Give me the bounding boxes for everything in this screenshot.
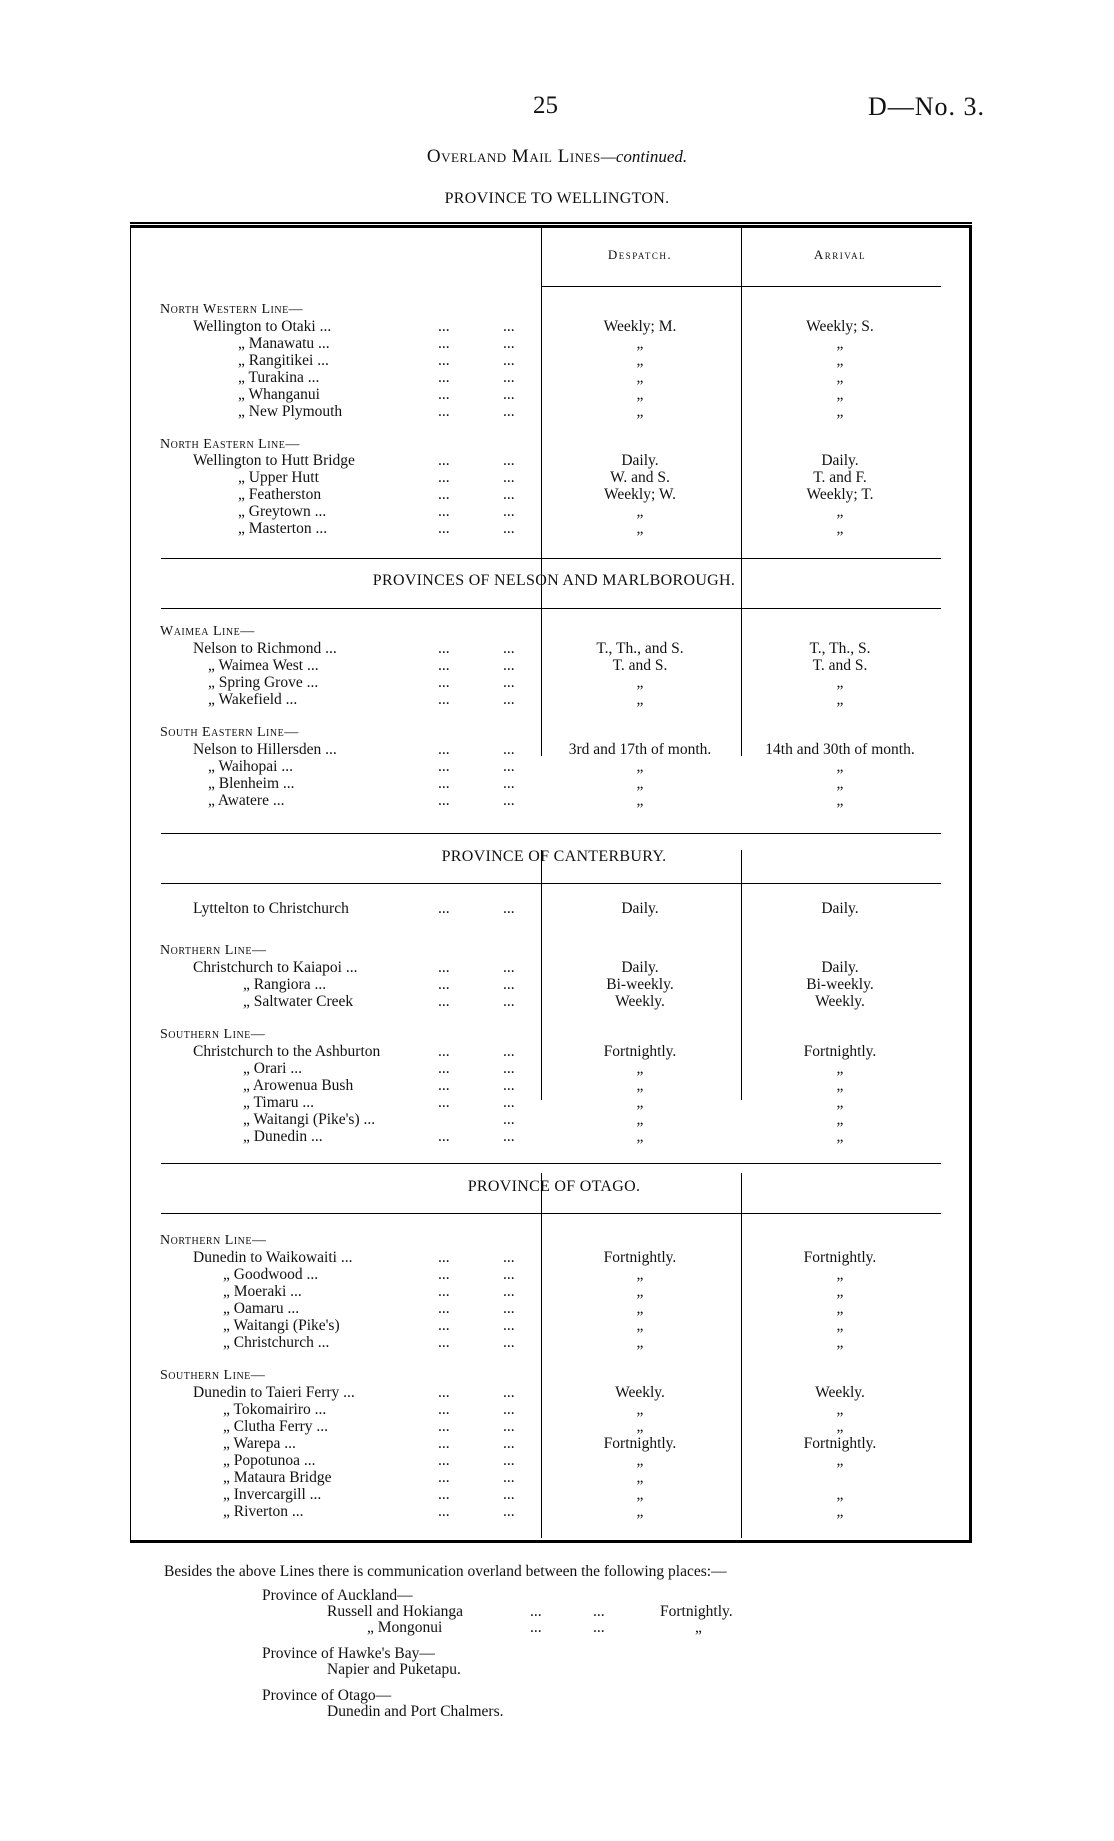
arrival-cell: Daily. bbox=[821, 452, 859, 469]
footer-place: Russell and Hokianga bbox=[327, 1603, 464, 1620]
section-rule bbox=[161, 883, 941, 884]
arrival-header-rule bbox=[741, 286, 941, 287]
despatch-cell: W. and S. bbox=[610, 469, 670, 486]
line-title: Waimea Line— bbox=[160, 624, 255, 639]
leader-dots: ... bbox=[503, 1094, 515, 1111]
table-row bbox=[0, 1060, 968, 1078]
arrival-cell: „ bbox=[836, 1094, 844, 1111]
place-cell: „ Oamaru ... bbox=[223, 1300, 300, 1317]
document-id: D—No. 3. bbox=[868, 92, 986, 121]
despatch-cell: „ bbox=[636, 691, 644, 708]
table-row bbox=[0, 352, 968, 370]
footer-province: Province of Auckland— bbox=[262, 1587, 413, 1604]
despatch-cell: „ bbox=[636, 758, 644, 775]
arrival-cell: „ bbox=[836, 792, 844, 809]
arrival-cell: „ bbox=[836, 1401, 844, 1418]
leader-dots: ... bbox=[438, 1249, 450, 1266]
table-row bbox=[0, 993, 968, 1011]
place-cell: „ Waitangi (Pike's) bbox=[223, 1317, 340, 1334]
leader-dots: ... bbox=[438, 976, 450, 993]
leader-dots: ... bbox=[438, 469, 450, 486]
table-row bbox=[0, 1435, 968, 1453]
leader-dots: ... bbox=[438, 1503, 450, 1520]
leader-dots: ... bbox=[593, 1603, 605, 1620]
despatch-cell: „ bbox=[636, 1401, 644, 1418]
section-title: PROVINCES OF NELSON AND MARLBOROUGH. bbox=[372, 572, 736, 589]
leader-dots: ... bbox=[503, 369, 515, 386]
leader-dots: ... bbox=[503, 775, 515, 792]
leader-dots: ... bbox=[503, 1503, 515, 1520]
arrival-cell: Bi-weekly. bbox=[806, 976, 874, 993]
table-row bbox=[0, 674, 968, 692]
despatch-cell: Fortnightly. bbox=[603, 1043, 677, 1060]
place-cell: Wellington to Hutt Bridge bbox=[193, 452, 355, 469]
leader-dots: ... bbox=[503, 959, 515, 976]
place-cell: „ Spring Grove ... bbox=[208, 674, 319, 691]
despatch-cell: Fortnightly. bbox=[603, 1249, 677, 1266]
despatch-cell: Weekly. bbox=[615, 1384, 665, 1401]
despatch-header-rule bbox=[541, 286, 741, 287]
arrival-cell: „ bbox=[836, 335, 844, 352]
section-rule bbox=[161, 558, 941, 559]
table-row bbox=[0, 386, 968, 404]
arrival-cell: „ bbox=[836, 386, 844, 403]
leader-dots: ... bbox=[503, 1384, 515, 1401]
leader-dots: ... bbox=[503, 1418, 515, 1435]
leader-dots: ... bbox=[438, 657, 450, 674]
despatch-cell: „ bbox=[636, 792, 644, 809]
leader-dots: ... bbox=[503, 741, 515, 758]
arrival-cell: „ bbox=[836, 1486, 844, 1503]
leader-dots: ... bbox=[438, 1094, 450, 1111]
place-cell: „ Turakina ... bbox=[238, 369, 320, 386]
table-row bbox=[0, 1418, 968, 1436]
despatch-cell: „ bbox=[636, 1128, 644, 1145]
footer-province: Province of Otago— bbox=[262, 1687, 392, 1704]
leader-dots: ... bbox=[438, 775, 450, 792]
leader-dots: ... bbox=[530, 1619, 542, 1636]
despatch-cell: „ bbox=[636, 1418, 644, 1435]
despatch-cell: „ bbox=[636, 1077, 644, 1094]
place-cell: „ Waihopai ... bbox=[208, 758, 293, 775]
leader-dots: ... bbox=[438, 959, 450, 976]
title-continued: —continued. bbox=[600, 147, 688, 166]
place-cell: Lyttelton to Christchurch bbox=[193, 900, 349, 917]
table-row bbox=[0, 1043, 968, 1061]
arrival-cell: T. and S. bbox=[812, 657, 868, 674]
leader-dots: ... bbox=[503, 900, 515, 917]
leader-dots: ... bbox=[503, 792, 515, 809]
table-row bbox=[0, 959, 968, 977]
leader-dots: ... bbox=[503, 1334, 515, 1351]
table-row bbox=[0, 469, 968, 487]
despatch-cell: Daily. bbox=[621, 959, 659, 976]
leader-dots: ... bbox=[503, 1401, 515, 1418]
leader-dots: ... bbox=[503, 976, 515, 993]
arrival-cell: „ bbox=[836, 1111, 844, 1128]
leader-dots: ... bbox=[438, 1334, 450, 1351]
table-row bbox=[0, 775, 968, 793]
leader-dots: ... bbox=[438, 993, 450, 1010]
arrival-cell: Daily. bbox=[821, 959, 859, 976]
leader-dots: ... bbox=[438, 674, 450, 691]
place-cell: „ Masterton ... bbox=[238, 520, 328, 537]
leader-dots: ... bbox=[503, 1060, 515, 1077]
table-row bbox=[0, 1300, 968, 1318]
place-cell: „ Clutha Ferry ... bbox=[223, 1418, 329, 1435]
table-row bbox=[0, 1128, 968, 1146]
arrival-cell: Fortnightly. bbox=[803, 1249, 877, 1266]
line-title: Southern Line— bbox=[160, 1027, 266, 1042]
section-rule bbox=[161, 1163, 941, 1164]
line-title: North Eastern Line— bbox=[160, 437, 300, 452]
despatch-cell: „ bbox=[636, 674, 644, 691]
footer-province: Province of Hawke's Bay— bbox=[262, 1645, 435, 1662]
table-row bbox=[0, 318, 968, 336]
leader-dots: ... bbox=[593, 1619, 605, 1636]
leader-dots: ... bbox=[438, 1384, 450, 1401]
leader-dots: ... bbox=[503, 1435, 515, 1452]
despatch-cell: 3rd and 17th of month. bbox=[568, 741, 712, 758]
leader-dots: ... bbox=[438, 1060, 450, 1077]
place-cell: „ Christchurch ... bbox=[223, 1334, 330, 1351]
leader-dots: ... bbox=[438, 640, 450, 657]
leader-dots: ... bbox=[438, 792, 450, 809]
place-cell: „ Waimea West ... bbox=[208, 657, 319, 674]
arrival-cell: T., Th., S. bbox=[809, 640, 871, 657]
place-cell: „ Manawatu ... bbox=[238, 335, 330, 352]
despatch-cell: „ bbox=[636, 1283, 644, 1300]
despatch-cell: T. and S. bbox=[612, 657, 668, 674]
place-cell: „ Rangiora ... bbox=[243, 976, 327, 993]
leader-dots: ... bbox=[503, 1128, 515, 1145]
leader-dots: ... bbox=[503, 758, 515, 775]
despatch-cell: „ bbox=[636, 1111, 644, 1128]
table-row bbox=[0, 691, 968, 709]
despatch-cell: Weekly; W. bbox=[604, 486, 676, 503]
place-cell: „ Upper Hutt bbox=[238, 469, 319, 486]
place-cell: „ New Plymouth bbox=[238, 403, 343, 420]
arrival-cell: 14th and 30th of month. bbox=[765, 741, 915, 758]
leader-dots: ... bbox=[503, 691, 515, 708]
place-cell: Nelson to Hillersden ... bbox=[193, 741, 337, 758]
leader-dots: ... bbox=[503, 469, 515, 486]
leader-dots: ... bbox=[438, 1266, 450, 1283]
table-row bbox=[0, 335, 968, 353]
section-title: PROVINCE OF OTAGO. bbox=[467, 1178, 641, 1195]
arrival-cell: Weekly; S. bbox=[806, 318, 874, 335]
leader-dots: ... bbox=[438, 900, 450, 917]
table-row bbox=[0, 758, 968, 776]
table-row bbox=[0, 520, 968, 538]
arrival-cell: „ bbox=[836, 1128, 844, 1145]
leader-dots: ... bbox=[438, 386, 450, 403]
arrival-cell: T. and F. bbox=[813, 469, 867, 486]
section-rule bbox=[161, 608, 941, 609]
place-cell: „ Riverton ... bbox=[223, 1503, 304, 1520]
table-row bbox=[0, 1094, 968, 1112]
arrival-cell: Daily. bbox=[821, 900, 859, 917]
page-title bbox=[0, 146, 1114, 168]
table-row bbox=[0, 452, 968, 470]
place-cell: Dunedin to Taieri Ferry ... bbox=[193, 1384, 355, 1401]
arrival-header: Arrival bbox=[813, 247, 867, 262]
despatch-cell: Daily. bbox=[621, 452, 659, 469]
despatch-cell: „ bbox=[636, 1469, 644, 1486]
leader-dots: ... bbox=[438, 1283, 450, 1300]
table-row bbox=[0, 976, 968, 994]
section-title: PROVINCE OF CANTERBURY. bbox=[441, 848, 667, 865]
footer-place: Napier and Puketapu. bbox=[327, 1661, 461, 1678]
despatch-cell: „ bbox=[636, 1486, 644, 1503]
leader-dots: ... bbox=[438, 691, 450, 708]
table-row bbox=[0, 900, 968, 918]
leader-dots: ... bbox=[438, 1300, 450, 1317]
leader-dots: ... bbox=[503, 640, 515, 657]
leader-dots: ... bbox=[503, 1317, 515, 1334]
place-cell: „ Dunedin ... bbox=[243, 1128, 323, 1145]
line-title: North Western Line— bbox=[160, 302, 304, 317]
arrival-cell: „ bbox=[836, 1266, 844, 1283]
table-row bbox=[0, 792, 968, 810]
line-title: Northern Line— bbox=[160, 943, 267, 958]
leader-dots: ... bbox=[438, 1486, 450, 1503]
footer-place: „ Mongonui bbox=[367, 1619, 443, 1636]
leader-dots: ... bbox=[503, 1043, 515, 1060]
despatch-cell: „ bbox=[636, 403, 644, 420]
leader-dots: ... bbox=[503, 1300, 515, 1317]
arrival-cell: „ bbox=[836, 1418, 844, 1435]
place-cell: „ Invercargill ... bbox=[223, 1486, 322, 1503]
section-rule bbox=[161, 1213, 941, 1214]
arrival-cell: Weekly. bbox=[815, 993, 865, 1010]
leader-dots: ... bbox=[503, 452, 515, 469]
leader-dots: ... bbox=[503, 993, 515, 1010]
place-cell: Christchurch to the Ashburton bbox=[193, 1043, 381, 1060]
leader-dots: ... bbox=[438, 1043, 450, 1060]
footer-frequency: „ bbox=[695, 1619, 702, 1636]
leader-dots: ... bbox=[503, 403, 515, 420]
leader-dots: ... bbox=[438, 318, 450, 335]
leader-dots: ... bbox=[438, 1452, 450, 1469]
page-number: 25 bbox=[533, 92, 558, 119]
place-cell: Dunedin to Waikowaiti ... bbox=[193, 1249, 353, 1266]
leader-dots: ... bbox=[503, 486, 515, 503]
despatch-cell: „ bbox=[636, 1452, 644, 1469]
leader-dots: ... bbox=[438, 1077, 450, 1094]
place-cell: „ Greytown ... bbox=[238, 503, 327, 520]
leader-dots: ... bbox=[503, 674, 515, 691]
leader-dots: ... bbox=[503, 318, 515, 335]
leader-dots: ... bbox=[438, 503, 450, 520]
table-row bbox=[0, 1486, 968, 1504]
place-cell: „ Popotunoa ... bbox=[223, 1452, 316, 1469]
arrival-cell: „ bbox=[836, 1300, 844, 1317]
leader-dots: ... bbox=[438, 1469, 450, 1486]
place-cell: „ Mataura Bridge bbox=[223, 1469, 332, 1486]
arrival-cell: Weekly. bbox=[815, 1384, 865, 1401]
leader-dots: ... bbox=[438, 1418, 450, 1435]
footer-frequency: Fortnightly. bbox=[660, 1603, 733, 1620]
place-cell: „ Blenheim ... bbox=[208, 775, 295, 792]
table-row bbox=[0, 369, 968, 387]
despatch-cell: „ bbox=[636, 1334, 644, 1351]
leader-dots: ... bbox=[503, 1077, 515, 1094]
page-subtitle: PROVINCE TO WELLINGTON. bbox=[444, 190, 670, 207]
line-title: South Eastern Line— bbox=[160, 725, 299, 740]
arrival-cell: „ bbox=[836, 1077, 844, 1094]
table-row bbox=[0, 1401, 968, 1419]
despatch-cell: „ bbox=[636, 1300, 644, 1317]
despatch-cell: Bi-weekly. bbox=[606, 976, 674, 993]
arrival-cell: „ bbox=[836, 1317, 844, 1334]
arrival-cell: „ bbox=[836, 1503, 844, 1520]
leader-dots: ... bbox=[503, 657, 515, 674]
arrival-cell: „ bbox=[836, 775, 844, 792]
arrival-cell: „ bbox=[836, 369, 844, 386]
arrival-cell: „ bbox=[836, 352, 844, 369]
despatch-cell: „ bbox=[636, 520, 644, 537]
table-row bbox=[0, 1384, 968, 1402]
despatch-cell: Weekly; M. bbox=[603, 318, 677, 335]
place-cell: Nelson to Richmond ... bbox=[193, 640, 337, 657]
leader-dots: ... bbox=[438, 452, 450, 469]
leader-dots: ... bbox=[438, 1317, 450, 1334]
arrival-cell: Fortnightly. bbox=[803, 1435, 877, 1452]
table-row bbox=[0, 1111, 968, 1129]
table-top-rule bbox=[130, 222, 972, 224]
leader-dots: ... bbox=[530, 1603, 542, 1620]
table-row bbox=[0, 741, 968, 759]
leader-dots: ... bbox=[438, 741, 450, 758]
leader-dots: ... bbox=[438, 369, 450, 386]
leader-dots: ... bbox=[438, 758, 450, 775]
leader-dots: ... bbox=[438, 1435, 450, 1452]
leader-dots: ... bbox=[503, 520, 515, 537]
table-row bbox=[0, 1334, 968, 1352]
line-title: Southern Line— bbox=[160, 1368, 266, 1383]
arrival-cell: „ bbox=[836, 1452, 844, 1469]
leader-dots: ... bbox=[438, 335, 450, 352]
leader-dots: ... bbox=[503, 1266, 515, 1283]
leader-dots: ... bbox=[503, 386, 515, 403]
arrival-cell: Weekly; T. bbox=[806, 486, 874, 503]
section-rule bbox=[161, 833, 941, 834]
leader-dots: ... bbox=[503, 1111, 515, 1128]
despatch-header: Despatch. bbox=[607, 247, 673, 262]
place-cell: „ Moeraki ... bbox=[223, 1283, 302, 1300]
despatch-cell: „ bbox=[636, 775, 644, 792]
leader-dots: ... bbox=[503, 1486, 515, 1503]
leader-dots: ... bbox=[503, 1469, 515, 1486]
despatch-cell: „ bbox=[636, 1317, 644, 1334]
table-row bbox=[0, 1452, 968, 1470]
place-cell: „ Whanganui bbox=[238, 386, 320, 403]
table-row bbox=[0, 1469, 968, 1487]
arrival-cell: „ bbox=[836, 520, 844, 537]
place-cell: „ Rangitikei ... bbox=[238, 352, 329, 369]
arrival-cell: Fortnightly. bbox=[803, 1043, 877, 1060]
leader-dots: ... bbox=[503, 352, 515, 369]
leader-dots: ... bbox=[438, 520, 450, 537]
arrival-cell: „ bbox=[836, 403, 844, 420]
place-cell: Wellington to Otaki ... bbox=[193, 318, 332, 335]
place-cell: „ Wakefield ... bbox=[208, 691, 298, 708]
footer-place: Dunedin and Port Chalmers. bbox=[327, 1703, 504, 1720]
despatch-cell: Fortnightly. bbox=[603, 1435, 677, 1452]
despatch-cell: Daily. bbox=[621, 900, 659, 917]
arrival-cell: „ bbox=[836, 1334, 844, 1351]
leader-dots: ... bbox=[438, 403, 450, 420]
leader-dots: ... bbox=[438, 1401, 450, 1418]
arrival-cell: „ bbox=[836, 691, 844, 708]
despatch-cell: „ bbox=[636, 386, 644, 403]
place-cell: „ Warepa ... bbox=[223, 1435, 296, 1452]
leader-dots: ... bbox=[503, 503, 515, 520]
despatch-cell: „ bbox=[636, 503, 644, 520]
despatch-cell: T., Th., and S. bbox=[596, 640, 684, 657]
place-cell: „ Featherston bbox=[238, 486, 322, 503]
title-lead: Overland Mail Lines bbox=[426, 146, 601, 167]
place-cell: „ Timaru ... bbox=[243, 1094, 315, 1111]
place-cell: „ Awatere ... bbox=[208, 792, 285, 809]
place-cell: „ Orari ... bbox=[243, 1060, 302, 1077]
despatch-cell: „ bbox=[636, 1503, 644, 1520]
leader-dots: ... bbox=[503, 1452, 515, 1469]
place-cell: „ Waitangi (Pike's) ... bbox=[243, 1111, 376, 1128]
place-cell: „ Goodwood ... bbox=[223, 1266, 319, 1283]
arrival-cell: „ bbox=[836, 503, 844, 520]
place-cell: Christchurch to Kaiapoi ... bbox=[193, 959, 358, 976]
despatch-cell: „ bbox=[636, 1266, 644, 1283]
table-row bbox=[0, 1266, 968, 1284]
table-row bbox=[0, 1317, 968, 1335]
leader-dots: ... bbox=[438, 1128, 450, 1145]
table-row bbox=[0, 1503, 968, 1521]
arrival-cell: „ bbox=[836, 1283, 844, 1300]
despatch-cell: „ bbox=[636, 1060, 644, 1077]
table-row bbox=[0, 640, 968, 658]
leader-dots: ... bbox=[503, 1283, 515, 1300]
line-title: Northern Line— bbox=[160, 1233, 267, 1248]
footer-intro: Besides the above Lines there is communication overland between the following places:— bbox=[164, 1563, 727, 1580]
table-row bbox=[0, 657, 968, 675]
table-row bbox=[0, 1283, 968, 1301]
leader-dots: ... bbox=[503, 1249, 515, 1266]
place-cell: „ Tokomairiro ... bbox=[223, 1401, 327, 1418]
despatch-cell: Weekly. bbox=[615, 993, 665, 1010]
place-cell: „ Arowenua Bush bbox=[243, 1077, 354, 1094]
leader-dots: ... bbox=[438, 352, 450, 369]
despatch-cell: „ bbox=[636, 352, 644, 369]
despatch-cell: „ bbox=[636, 1094, 644, 1111]
table-row bbox=[0, 503, 968, 521]
table-row bbox=[0, 403, 968, 421]
arrival-cell: „ bbox=[836, 1060, 844, 1077]
arrival-cell: „ bbox=[836, 758, 844, 775]
table-row bbox=[0, 1249, 968, 1267]
table-row bbox=[0, 1077, 968, 1095]
despatch-cell: „ bbox=[636, 369, 644, 386]
place-cell: „ Saltwater Creek bbox=[243, 993, 354, 1010]
arrival-cell: „ bbox=[836, 674, 844, 691]
leader-dots: ... bbox=[503, 335, 515, 352]
leader-dots: ... bbox=[438, 486, 450, 503]
table-row bbox=[0, 486, 968, 504]
despatch-cell: „ bbox=[636, 335, 644, 352]
